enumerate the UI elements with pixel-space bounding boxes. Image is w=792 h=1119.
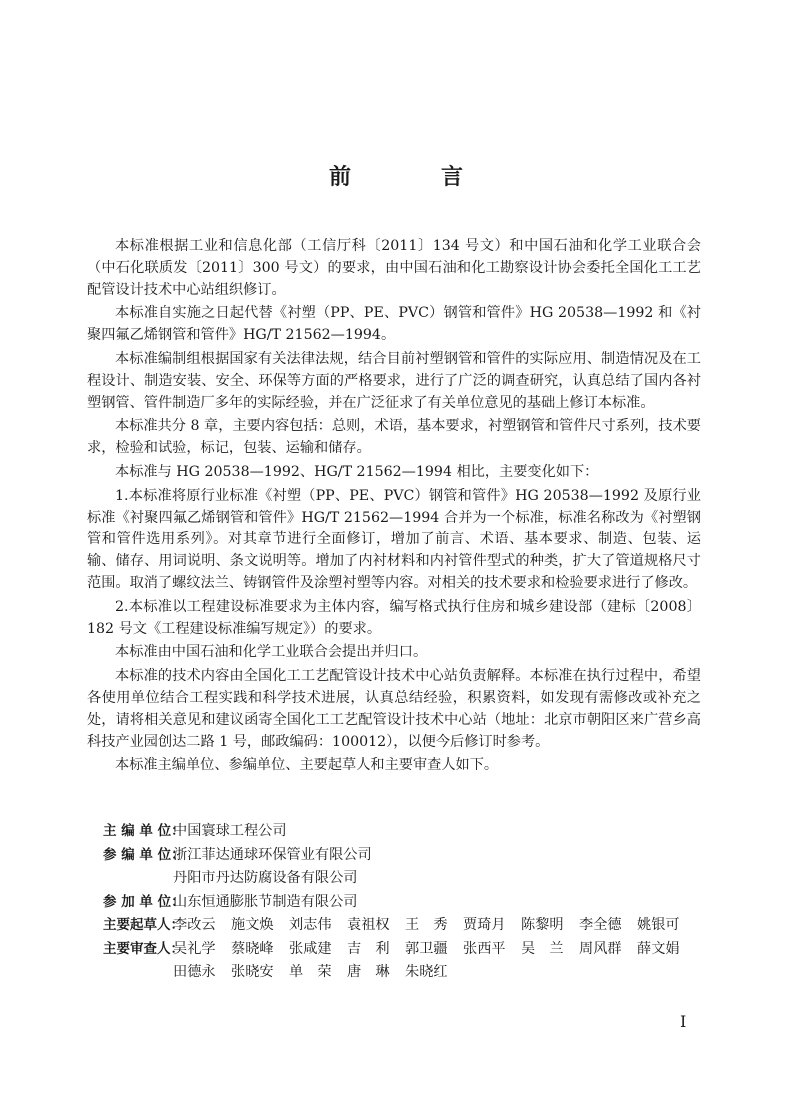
paragraph: 本标准与 HG 20538—1992、HG/T 21562—1994 相比，主要变化如下： [115, 463, 599, 480]
drafters-label: 主要起草人： [103, 917, 184, 933]
co-unit-list [173, 844, 703, 891]
person-name: 唐 琳 [347, 964, 390, 980]
person-name: 陈黎明 [521, 917, 564, 933]
reviewers-label: 主要审查人： [103, 940, 184, 957]
paragraph: 本标准主编单位、参编单位、主要起草人和主要审查人如下。 [115, 757, 499, 774]
paragraph: 1.本标准将原行业标准《衬塑（PP、PE、PVC）钢管和管件》HG 20538—1992 及原行业标准《衬聚四氟乙烯钢管和管件》HG/T 21562—1994 合并为一个标准，标准名称改为《衬塑钢管和管件选用系列》。对其章节进行全面修订，增加了前言、术语、基本要求、制造、包装、运输、储存、用词说明、条文说明等。增加了内衬材料和内衬管件型式的种类，扩大了管道规格尺寸范围。取消了螺纹法兰、铸钢管件及涂塑衬塑等内容。对相关的技术要求和检验要求进行了修改。 [87, 487, 701, 591]
person-name: 张咸建 [289, 940, 332, 957]
person-name: 郭卫疆 [405, 940, 448, 957]
contributors-roster [103, 820, 703, 985]
paragraph: 本标准自实施之日起代替《衬塑（PP、PE、PVC）钢管和管件》HG 20538—1992 和《衬聚四氟乙烯钢管和管件》HG/T 21562—1994。 [87, 305, 701, 344]
drafters-list [173, 914, 703, 938]
unit-name: 浙江菲达通球环保管业有限公司 [173, 846, 372, 863]
person-name: 吉 利 [347, 940, 390, 957]
chief-unit-row [103, 820, 703, 844]
person-name: 贾琦月 [463, 917, 506, 933]
person-name: 张西平 [463, 940, 506, 957]
co-unit-row [103, 844, 703, 891]
person-name: 刘志伟 [289, 917, 332, 933]
person-name: 薛文娟 [637, 940, 680, 957]
person-name: 田德永 [173, 964, 216, 980]
paragraph: 本标准共分 8 章，主要内容包括：总则，术语，基本要求，衬塑钢管和管件尺寸系列，技术要求，检验和试验，标记，包装、运输和储存。 [87, 418, 701, 457]
paragraph: 本标准的技术内容由全国化工工艺配管设计技术中心站负责解释。本标准在执行过程中，希望各使用单位结合工程实践和科学技术进展，认真总结经验，积累资料，如发现有需修改或补充之处，请将相关意见和建议函寄全国化工工艺配管设计技术中心站（地址：北京市朝阳区来广营乡高科技产业园创达二路 1 号，邮政编码：100012），以便今后修订时参考。 [87, 668, 701, 750]
person-name: 吴礼学 [173, 940, 216, 957]
person-name: 李全德 [579, 917, 622, 933]
paragraph: 2.本标准以工程建设标准要求为主体内容，编写格式执行住房和城乡建设部（建标〔2008〕182 号文《工程建设标准编写规定》）的要求。 [87, 598, 701, 637]
participating-unit-row [103, 891, 703, 915]
person-name: 周风群 [579, 940, 622, 957]
chief-unit-label: 主 编 单 位： [103, 823, 185, 839]
reviewers-list [173, 938, 703, 985]
unit-name: 山东恒通膨胀节制造有限公司 [173, 893, 358, 910]
person-name: 蔡晓峰 [231, 940, 274, 957]
page-number: I [680, 1012, 687, 1031]
unit-name: 中国寰球工程公司 [173, 823, 287, 839]
paragraph: 本标准由中国石油和化学工业联合会提出并归口。 [115, 644, 428, 661]
person-name: 姚银可 [637, 917, 680, 933]
person-name: 袁祖权 [347, 917, 390, 933]
person-name: 李改云 [173, 917, 216, 933]
preface-body [87, 236, 701, 777]
reviewers-row [103, 938, 703, 985]
person-name: 施文焕 [231, 917, 274, 933]
participating-unit-label: 参 加 单 位： [103, 893, 185, 910]
page-title: 前 言 [328, 165, 497, 190]
paragraph: 本标准编制组根据国家有关法律法规，结合目前衬塑钢管和管件的实际应用、制造情况及在工程设计、制造安装、安全、环保等方面的严格要求，进行了广泛的调查研究，认真总结了国内各衬塑钢管、管件制造厂多年的实际经验，并在广泛征求了有关单位意见的基础上修订本标准。 [87, 350, 701, 411]
person-name: 吴 兰 [521, 940, 564, 957]
co-unit-label: 参 编 单 位： [103, 846, 185, 863]
participating-unit-list [173, 891, 703, 915]
person-name: 王 秀 [405, 917, 448, 933]
person-name: 朱晓红 [405, 964, 448, 980]
person-name: 张晓安 [231, 964, 274, 980]
chief-unit-list [173, 820, 703, 844]
person-name: 单 荣 [289, 964, 332, 980]
unit-name: 丹阳市丹达防腐设备有限公司 [173, 870, 358, 886]
paragraph: 本标准根据工业和信息化部（工信厅科〔2011〕134 号文）和中国石油和化学工业联合会（中石化联质发〔2011〕300 号文）的要求，由中国石油和化工勘察设计协会委托全国化工工艺配管设计技术中心站组织修订。 [87, 238, 701, 298]
drafters-row [103, 914, 703, 938]
